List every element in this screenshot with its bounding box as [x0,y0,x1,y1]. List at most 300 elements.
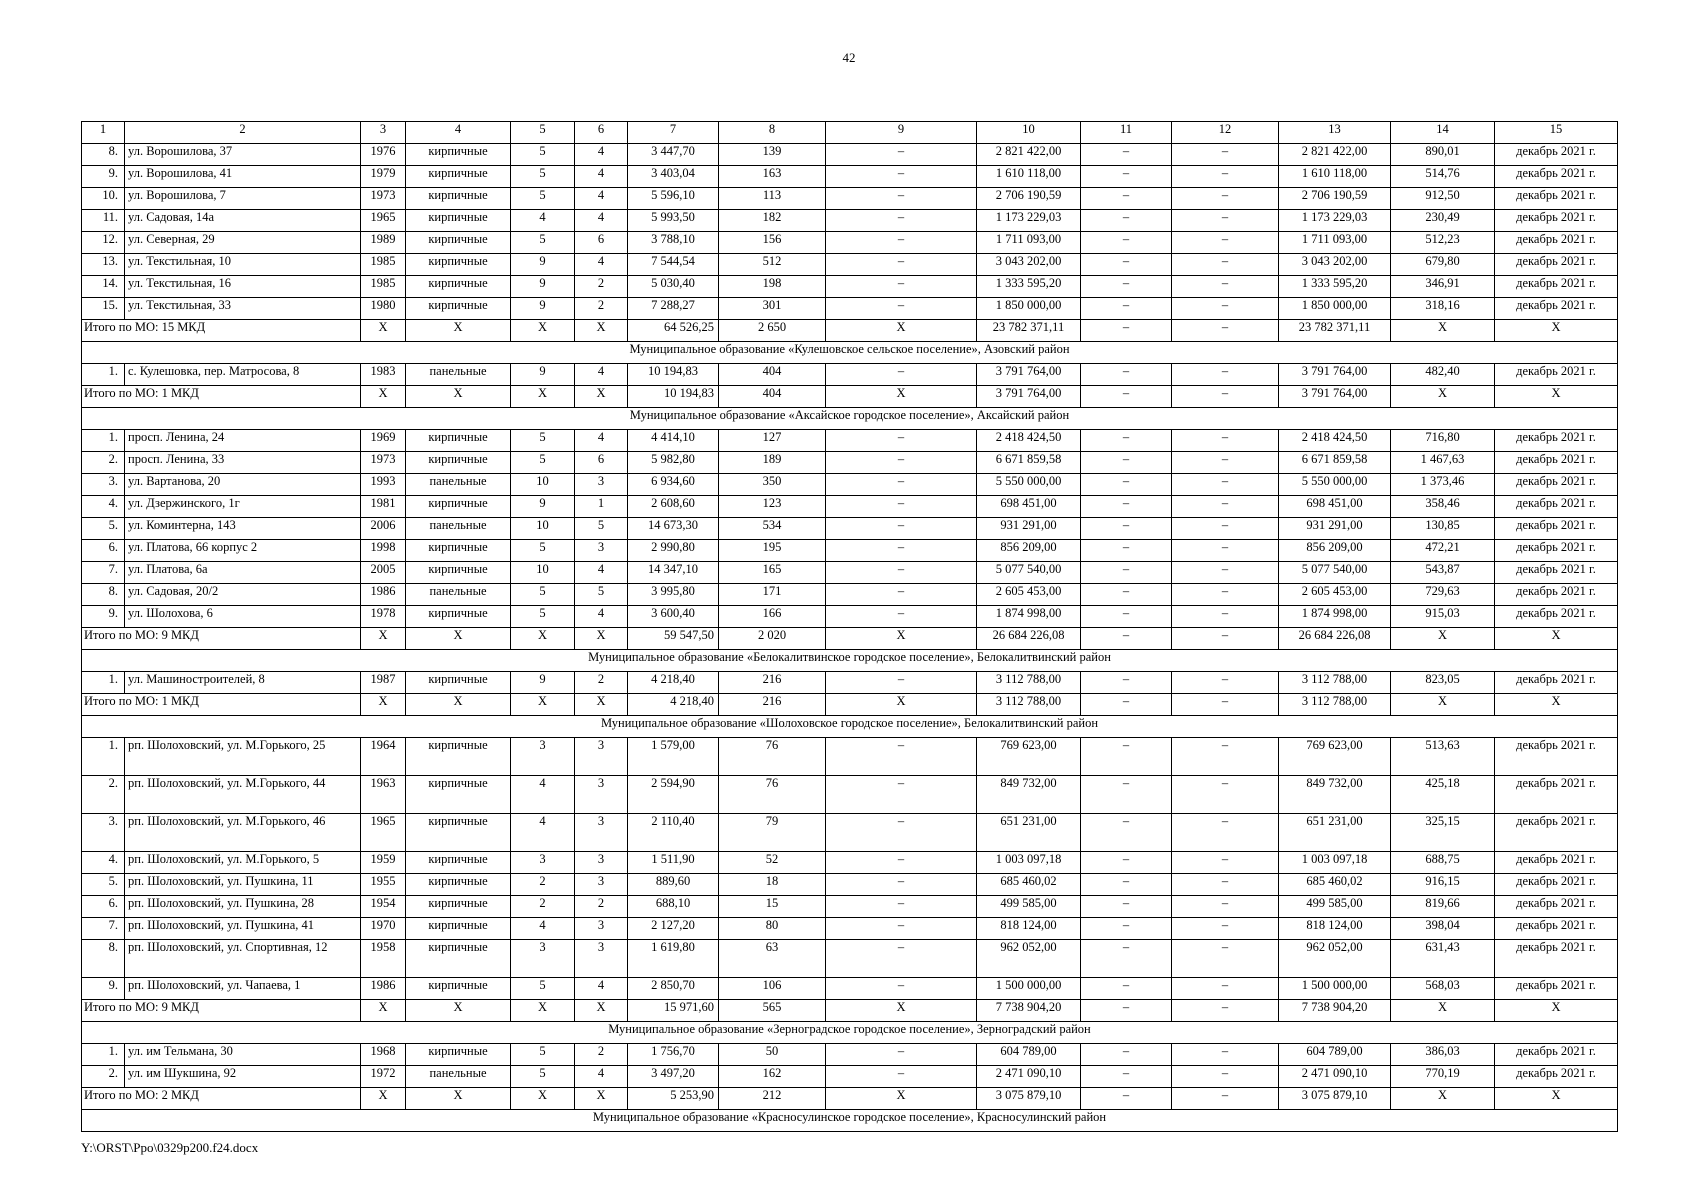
data-cell: 10 [511,474,575,496]
data-cell: 6 934,60 [628,474,719,496]
total-cell: 23 782 371,11 [977,320,1081,342]
data-cell: 769 623,00 [1279,738,1391,776]
data-cell: – [826,584,977,606]
header-cell: 15 [1495,122,1618,144]
total-cell: 15 971,60 [628,1000,719,1022]
total-cell: X [1391,1000,1495,1022]
data-cell: 5 550 000,00 [1279,474,1391,496]
data-cell: 1954 [361,896,406,918]
data-cell: 1 467,63 [1391,452,1495,474]
total-cell: – [1172,386,1279,408]
data-cell: 1978 [361,606,406,628]
total-cell: X [406,1000,511,1022]
data-cell: декабрь 2021 г. [1495,814,1618,852]
total-cell: X [575,694,628,716]
data-cell: 216 [719,672,826,694]
total-cell: 216 [719,694,826,716]
table-row [82,814,1618,852]
total-cell: X [361,694,406,716]
total-cell: 2 650 [719,320,826,342]
data-cell: 534 [719,518,826,540]
total-cell: X [575,1088,628,1110]
total-row [82,1088,1618,1110]
data-cell: 1983 [361,364,406,386]
data-cell: 716,80 [1391,430,1495,452]
data-cell: – [1081,430,1172,452]
total-cell: 5 253,90 [628,1088,719,1110]
data-cell: 1965 [361,210,406,232]
data-cell: декабрь 2021 г. [1495,452,1618,474]
data-cell: кирпичные [406,852,511,874]
data-cell: 3 447,70 [628,144,719,166]
data-cell: кирпичные [406,298,511,320]
address-cell: ул. им Шукшина, 92 [125,1066,361,1088]
total-cell: X [511,320,575,342]
section-header-row [82,1110,1618,1132]
data-cell: 1968 [361,1044,406,1066]
total-cell: X [406,1088,511,1110]
data-cell: кирпичные [406,452,511,474]
data-cell: – [826,166,977,188]
total-cell: – [1081,1000,1172,1022]
data-cell: – [826,940,977,978]
data-cell: кирпичные [406,874,511,896]
total-cell: X [1495,1088,1618,1110]
data-cell: 1981 [361,496,406,518]
data-cell: – [1172,562,1279,584]
address-cell: ул. Садовая, 14а [125,210,361,232]
total-cell: – [1081,320,1172,342]
data-cell: – [1081,166,1172,188]
data-cell: 1 [575,496,628,518]
table-row [82,298,1618,320]
data-cell: 1958 [361,940,406,978]
total-cell: X [1391,1088,1495,1110]
row-number-cell: 1. [82,364,125,386]
data-cell: кирпичные [406,254,511,276]
address-cell: ул. Ворошилова, 7 [125,188,361,210]
data-cell: 769 623,00 [977,738,1081,776]
total-cell: X [826,320,977,342]
data-cell: – [1081,298,1172,320]
data-cell: 6 671 859,58 [1279,452,1391,474]
table-row [82,562,1618,584]
data-cell: 1993 [361,474,406,496]
total-cell: X [361,1000,406,1022]
address-cell: рп. Шолоховский, ул. М.Горького, 44 [125,776,361,814]
row-number-cell: 2. [82,452,125,474]
data-cell: 962 052,00 [977,940,1081,978]
data-cell: 9 [511,298,575,320]
data-cell: – [826,562,977,584]
data-cell: 50 [719,1044,826,1066]
address-cell: ул. Дзержинского, 1г [125,496,361,518]
data-cell: 6 [575,232,628,254]
data-cell: 1 500 000,00 [977,978,1081,1000]
data-cell: 1989 [361,232,406,254]
data-cell: – [826,232,977,254]
table-row [82,474,1618,496]
total-cell: X [575,1000,628,1022]
total-cell: X [361,628,406,650]
data-cell: 3 112 788,00 [977,672,1081,694]
table-row [82,874,1618,896]
data-cell: 512,23 [1391,232,1495,254]
data-cell: декабрь 2021 г. [1495,232,1618,254]
section-header-row [82,1022,1618,1044]
data-cell: 4 [575,210,628,232]
total-cell: 404 [719,386,826,408]
data-cell: кирпичные [406,940,511,978]
data-cell: декабрь 2021 г. [1495,364,1618,386]
data-cell: – [826,738,977,776]
data-cell: 1985 [361,276,406,298]
data-cell: 1973 [361,188,406,210]
data-cell: 1 373,46 [1391,474,1495,496]
data-cell: 1986 [361,978,406,1000]
column-number-row [82,122,1618,144]
data-cell: 5 [511,452,575,474]
data-cell: – [1172,188,1279,210]
data-cell: 849 732,00 [977,776,1081,814]
data-cell: 425,18 [1391,776,1495,814]
table-row [82,672,1618,694]
data-cell: декабрь 2021 г. [1495,518,1618,540]
total-cell: X [1495,628,1618,650]
data-cell: декабрь 2021 г. [1495,210,1618,232]
data-cell: 5 [511,430,575,452]
table-row [82,144,1618,166]
data-cell: 2 706 190,59 [977,188,1081,210]
table-row [82,518,1618,540]
data-cell: 4 414,10 [628,430,719,452]
data-cell: 2 605 453,00 [1279,584,1391,606]
data-cell: – [1172,210,1279,232]
total-cell: X [1391,386,1495,408]
table-row [82,540,1618,562]
total-cell: X [406,320,511,342]
data-cell: – [1172,940,1279,978]
data-cell: 165 [719,562,826,584]
address-cell: просп. Ленина, 24 [125,430,361,452]
data-cell: 499 585,00 [977,896,1081,918]
data-cell: – [1081,874,1172,896]
data-cell: 346,91 [1391,276,1495,298]
data-cell: – [826,144,977,166]
total-cell: X [1391,694,1495,716]
data-cell: 1 756,70 [628,1044,719,1066]
data-cell: 5 077 540,00 [977,562,1081,584]
data-cell: 162 [719,1066,826,1088]
data-cell: 1980 [361,298,406,320]
address-cell: рп. Шолоховский, ул. М.Горького, 46 [125,814,361,852]
address-cell: ул. Платова, 6а [125,562,361,584]
data-cell: 2 608,60 [628,496,719,518]
row-number-cell: 15. [82,298,125,320]
data-cell: – [826,896,977,918]
data-cell: 127 [719,430,826,452]
data-cell: – [1172,496,1279,518]
data-cell: 1 333 595,20 [1279,276,1391,298]
data-cell: – [1081,606,1172,628]
total-cell: 3 791 764,00 [977,386,1081,408]
data-cell: 819,66 [1391,896,1495,918]
total-cell: 3 112 788,00 [1279,694,1391,716]
data-cell: кирпичные [406,776,511,814]
data-cell: 9 [511,364,575,386]
data-cell: 1 610 118,00 [977,166,1081,188]
data-cell: 5 [511,232,575,254]
total-cell: X [826,1000,977,1022]
data-cell: панельные [406,474,511,496]
data-cell: 685 460,02 [977,874,1081,896]
data-cell: – [1172,144,1279,166]
data-cell: 3 403,04 [628,166,719,188]
total-cell: X [826,1088,977,1110]
data-cell: 171 [719,584,826,606]
data-cell: – [1081,474,1172,496]
header-cell: 9 [826,122,977,144]
data-cell: 10 [511,562,575,584]
data-cell: панельные [406,1066,511,1088]
data-cell: 5 [511,1066,575,1088]
data-cell: 130,85 [1391,518,1495,540]
municipality-title: Муниципальное образование «Шолоховское городское поселение», Белокалитвинский район [82,716,1618,738]
row-number-cell: 12. [82,232,125,254]
data-cell: – [1081,518,1172,540]
total-cell: 26 684 226,08 [1279,628,1391,650]
total-cell: 3 112 788,00 [977,694,1081,716]
data-cell: кирпичные [406,540,511,562]
data-cell: 106 [719,978,826,1000]
header-cell: 13 [1279,122,1391,144]
table-body [82,144,1618,1132]
data-cell: – [1172,1066,1279,1088]
data-cell: декабрь 2021 г. [1495,496,1618,518]
total-cell: X [361,1088,406,1110]
data-cell: – [1081,978,1172,1000]
data-cell: 2 990,80 [628,540,719,562]
section-header-row [82,408,1618,430]
data-cell: 3 043 202,00 [1279,254,1391,276]
table-row [82,364,1618,386]
row-number-cell: 5. [82,518,125,540]
row-number-cell: 5. [82,874,125,896]
data-cell: 4 [575,978,628,1000]
table-row [82,896,1618,918]
data-cell: 5 [511,144,575,166]
data-cell: 5 077 540,00 [1279,562,1391,584]
total-cell: 7 738 904,20 [977,1000,1081,1022]
total-cell: X [1495,320,1618,342]
data-cell: 856 209,00 [977,540,1081,562]
total-cell: X [511,1088,575,1110]
data-cell: 4 [575,606,628,628]
data-cell: – [1081,254,1172,276]
data-cell: 3 788,10 [628,232,719,254]
total-cell: 59 547,50 [628,628,719,650]
data-cell: – [1172,852,1279,874]
data-cell: декабрь 2021 г. [1495,606,1618,628]
data-cell: 3 [575,814,628,852]
total-row [82,628,1618,650]
data-cell: 1963 [361,776,406,814]
data-cell: – [1081,1066,1172,1088]
total-cell: X [406,694,511,716]
data-cell: 6 671 859,58 [977,452,1081,474]
data-cell: – [1172,814,1279,852]
data-cell: – [1172,738,1279,776]
table-row [82,210,1618,232]
data-cell: – [826,364,977,386]
data-cell: 1 579,00 [628,738,719,776]
total-cell: X [1495,386,1618,408]
data-cell: 1 711 093,00 [977,232,1081,254]
data-cell: 679,80 [1391,254,1495,276]
total-cell: 26 684 226,08 [977,628,1081,650]
data-cell: – [1172,474,1279,496]
total-label: Итого по МО: 9 МКД [82,628,361,650]
data-cell: – [826,540,977,562]
data-cell: – [1172,232,1279,254]
data-cell: 404 [719,364,826,386]
data-cell: 163 [719,166,826,188]
row-number-cell: 8. [82,940,125,978]
header-cell: 3 [361,122,406,144]
data-cell: – [826,298,977,320]
data-cell: – [826,672,977,694]
data-cell: 5 [575,584,628,606]
address-cell: ул. Садовая, 20/2 [125,584,361,606]
address-cell: рп. Шолоховский, ул. М.Горького, 25 [125,738,361,776]
address-cell: ул. Ворошилова, 37 [125,144,361,166]
total-cell: X [826,628,977,650]
data-cell: – [826,1044,977,1066]
data-cell: декабрь 2021 г. [1495,254,1618,276]
data-cell: 1972 [361,1066,406,1088]
data-cell: – [1081,496,1172,518]
data-cell: 5 982,80 [628,452,719,474]
total-cell: X [406,386,511,408]
table-row [82,430,1618,452]
data-cell: – [826,518,977,540]
data-cell: 318,16 [1391,298,1495,320]
data-cell: – [826,918,977,940]
row-number-cell: 7. [82,918,125,940]
total-cell: 3 075 879,10 [1279,1088,1391,1110]
header-cell: 10 [977,122,1081,144]
address-cell: рп. Шолоховский, ул. Чапаева, 1 [125,978,361,1000]
table-row [82,852,1618,874]
data-cell: кирпичные [406,738,511,776]
total-cell: – [1172,1088,1279,1110]
data-cell: – [1172,254,1279,276]
data-cell: декабрь 2021 г. [1495,562,1618,584]
data-cell: 1 711 093,00 [1279,232,1391,254]
data-cell: 14 673,30 [628,518,719,540]
data-cell: – [1172,874,1279,896]
data-cell: 1 003 097,18 [977,852,1081,874]
data-cell: 4 [575,254,628,276]
data-cell: 3 043 202,00 [977,254,1081,276]
data-cell: 79 [719,814,826,852]
total-cell: X [1495,694,1618,716]
data-cell: декабрь 2021 г. [1495,852,1618,874]
data-cell: 1955 [361,874,406,896]
total-cell: – [1081,386,1172,408]
total-cell: – [1081,694,1172,716]
row-number-cell: 9. [82,606,125,628]
address-cell: ул. Ворошилова, 41 [125,166,361,188]
data-cell: 52 [719,852,826,874]
data-cell: декабрь 2021 г. [1495,918,1618,940]
data-cell: 2 706 190,59 [1279,188,1391,210]
data-cell: 7 288,27 [628,298,719,320]
data-cell: 543,87 [1391,562,1495,584]
data-cell: 3 497,20 [628,1066,719,1088]
data-cell: 5 [511,1044,575,1066]
data-cell: 688,75 [1391,852,1495,874]
total-row [82,694,1618,716]
header-cell: 7 [628,122,719,144]
data-cell: 818 124,00 [1279,918,1391,940]
data-cell: 398,04 [1391,918,1495,940]
total-cell: X [575,320,628,342]
data-cell: – [1172,584,1279,606]
data-cell: 2 471 090,10 [1279,1066,1391,1088]
data-cell: 3 [575,940,628,978]
data-cell: 2 [511,874,575,896]
table-row [82,738,1618,776]
data-cell: – [1081,672,1172,694]
data-cell: 5 [511,540,575,562]
data-cell: 1985 [361,254,406,276]
table-row [82,606,1618,628]
table-row [82,452,1618,474]
data-cell: 1 619,80 [628,940,719,978]
data-cell: – [1172,166,1279,188]
data-cell: 4 [511,918,575,940]
total-cell: 565 [719,1000,826,1022]
row-number-cell: 2. [82,1066,125,1088]
data-cell: 1 850 000,00 [977,298,1081,320]
data-cell: – [1081,364,1172,386]
address-cell: рп. Шолоховский, ул. М.Горького, 5 [125,852,361,874]
data-cell: 915,03 [1391,606,1495,628]
data-cell: – [826,496,977,518]
section-header-row [82,342,1618,364]
data-cell: кирпичные [406,896,511,918]
total-cell: X [511,1000,575,1022]
data-cell: – [1172,430,1279,452]
data-cell: кирпичные [406,188,511,210]
data-cell: – [1081,452,1172,474]
data-cell: 4 [575,430,628,452]
data-cell: 604 789,00 [977,1044,1081,1066]
data-cell: 4 [575,144,628,166]
data-cell: 1969 [361,430,406,452]
data-cell: 1976 [361,144,406,166]
table-row [82,496,1618,518]
table-row [82,254,1618,276]
data-cell: – [826,210,977,232]
address-cell: ул. Текстильная, 10 [125,254,361,276]
data-cell: – [1081,584,1172,606]
municipality-title: Муниципальное образование «Белокалитвинское городское поселение», Белокалитвинский район [82,650,1618,672]
data-cell: 3 [575,474,628,496]
data-cell: 1 173 229,03 [1279,210,1391,232]
data-cell: 9 [511,254,575,276]
